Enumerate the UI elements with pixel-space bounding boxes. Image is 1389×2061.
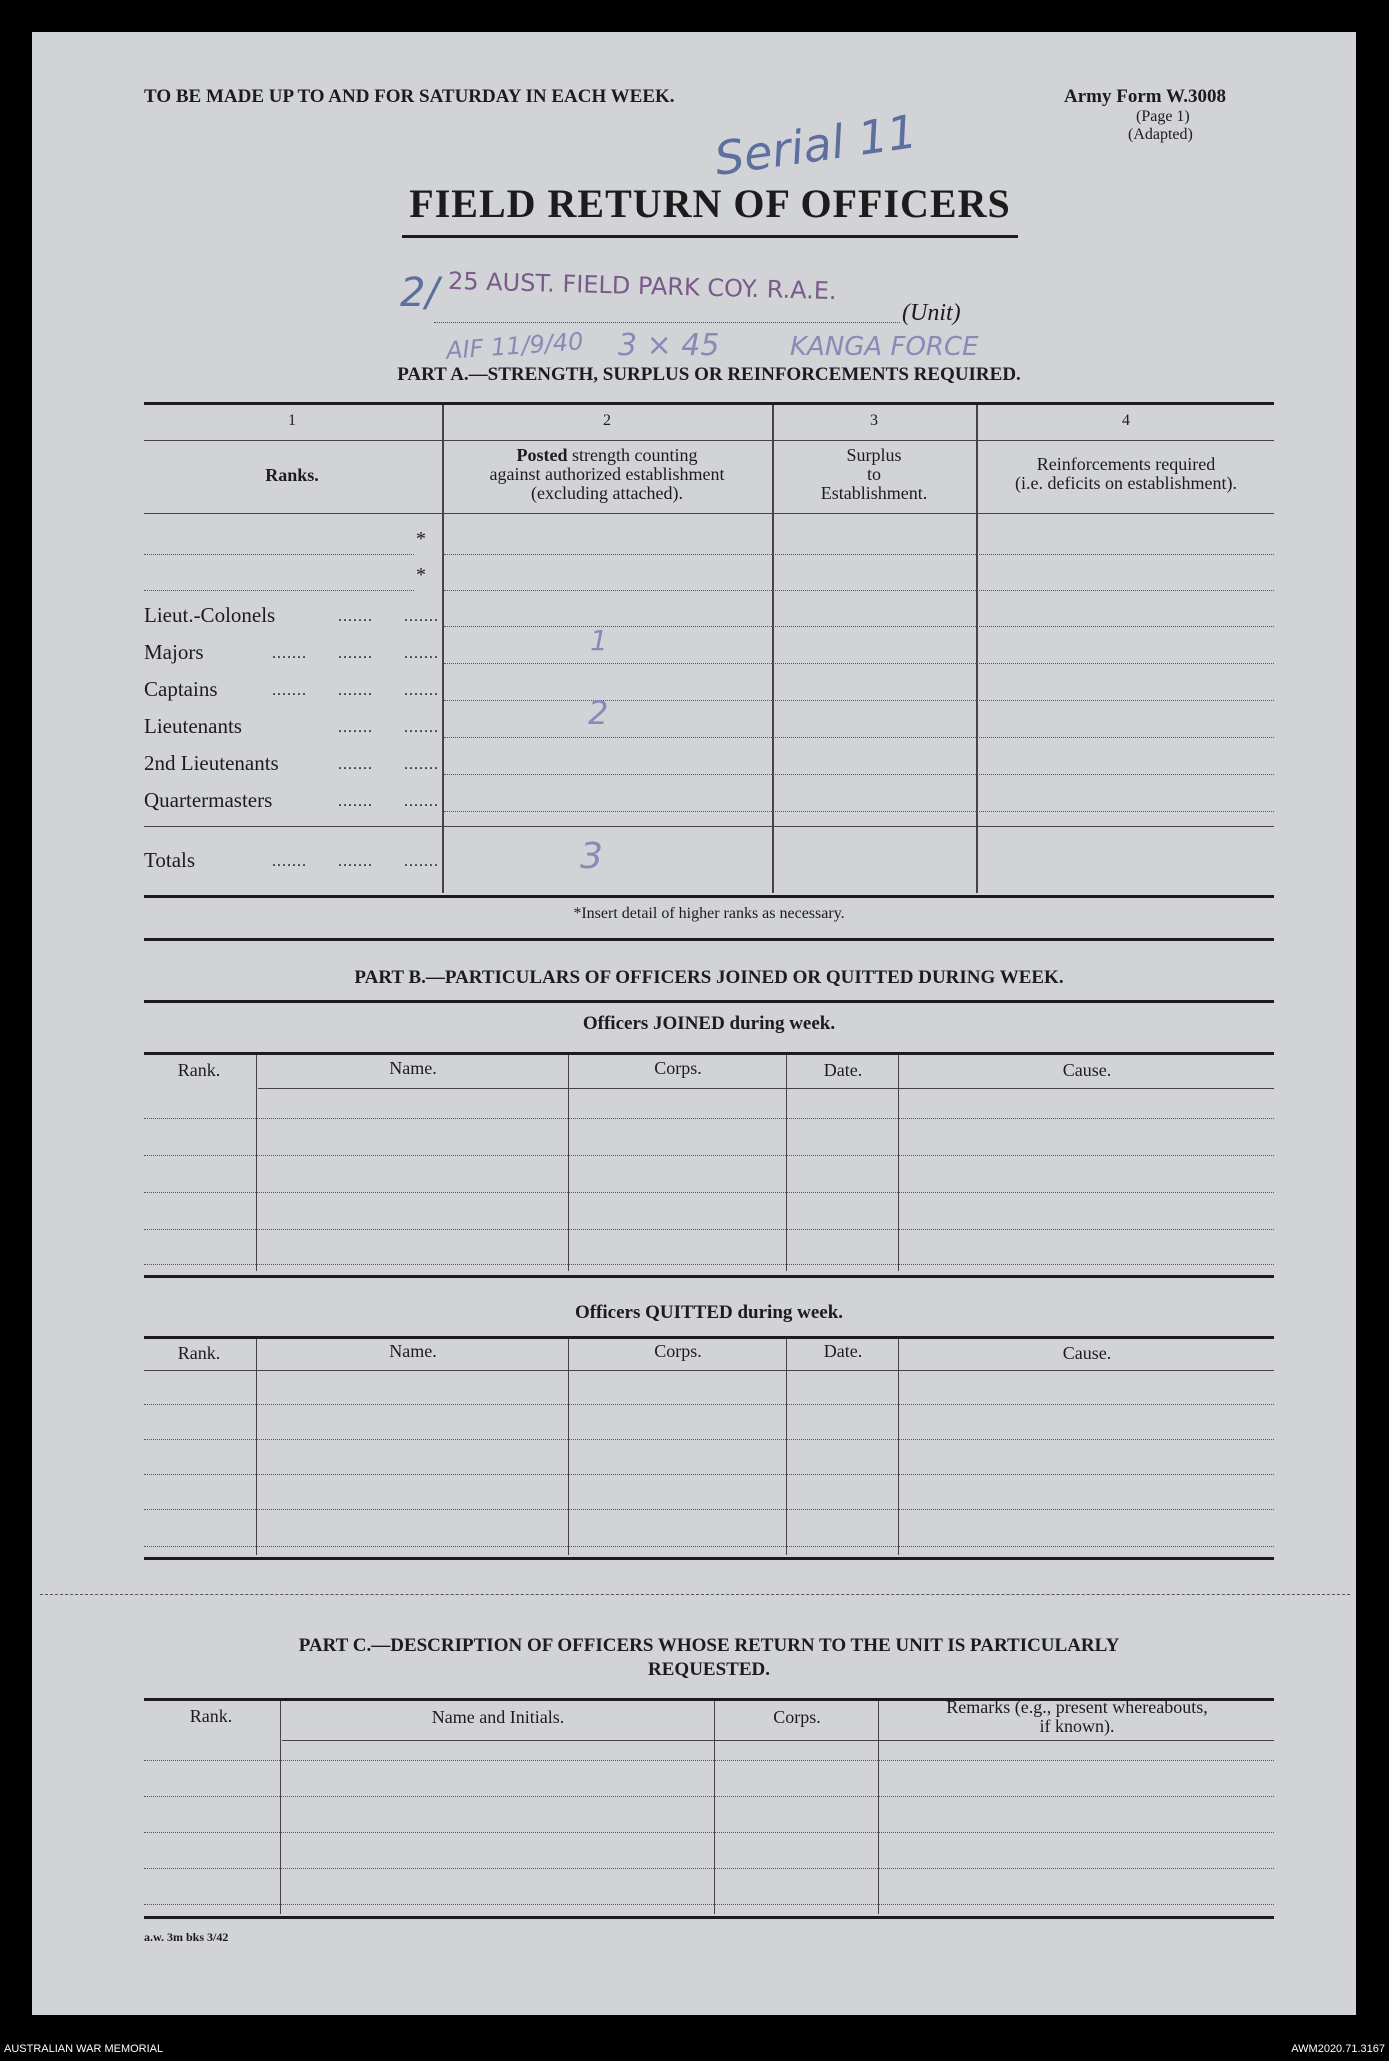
leader-dots: ....... — [338, 682, 373, 699]
part-c-row-line — [144, 1868, 1274, 1869]
form-page-number: (Page 1) — [1136, 108, 1190, 125]
instruction-text: TO BE MADE UP TO AND FOR SATURDAY IN EACH WEEK. — [144, 86, 675, 107]
part-c-divider — [878, 1701, 879, 1914]
part-c-row-line — [144, 1760, 1274, 1761]
col-surplus-header — [774, 446, 974, 503]
number-row-rule — [144, 440, 1274, 441]
row-line — [444, 663, 1274, 664]
rank-label: Quartermasters — [144, 788, 273, 812]
joined-divider — [568, 1055, 569, 1271]
totals-top-rule — [144, 826, 1274, 827]
perforation-line — [40, 1594, 1350, 1595]
part-c-header-rule — [282, 1740, 1274, 1741]
rank-label: 2nd Lieutenants — [144, 751, 279, 775]
unit-prefix: 2/ — [400, 270, 439, 316]
archive-name: AUSTRALIAN WAR MEMORIAL — [4, 2043, 164, 2055]
part-a-title: PART A.—STRENGTH, SURPLUS OR REINFORCEMENTS REQUIRED. — [397, 364, 1021, 385]
leader-dots: ....... — [272, 645, 307, 662]
leader-dots: ....... — [404, 719, 439, 736]
col-divider-3 — [976, 405, 978, 893]
asterisk-2: * — [416, 564, 426, 586]
joined-col-corps: Corps. — [654, 1058, 702, 1078]
quitted-row-line — [144, 1439, 1274, 1440]
leader-dots: ....... — [338, 719, 373, 736]
archive-id: AWM2020.71.3167 — [1291, 2043, 1385, 2055]
col-posted-header — [444, 446, 770, 503]
leader-dots: ....... — [404, 853, 439, 870]
rank-label: Captains — [144, 677, 218, 701]
remarks-line2: if known). — [1039, 1716, 1115, 1736]
joined-col-rank: Rank. — [177, 1060, 221, 1080]
part-b-top-rule — [144, 1000, 1274, 1003]
blank-rank-line-1 — [144, 554, 414, 555]
joined-divider — [256, 1055, 257, 1271]
joined-divider — [898, 1055, 899, 1271]
leader-dots: ....... — [338, 756, 373, 773]
part-c-title-line1: PART C.—DESCRIPTION OF OFFICERS WHOSE RETURN TO THE UNIT IS PARTICULARLY — [298, 1635, 1120, 1656]
unit-stamp: 25 AUST. FIELD PARK COY. R.A.E. — [447, 266, 837, 306]
joined-bottom-rule — [144, 1275, 1274, 1278]
col-ranks-header: Ranks. — [265, 465, 319, 485]
part-c-row-line — [144, 1796, 1274, 1797]
quitted-row-line — [144, 1474, 1274, 1475]
remarks-line1: Remarks (e.g., present whereabouts, — [946, 1697, 1208, 1717]
totals-label: Totals — [144, 848, 196, 872]
row-line — [444, 700, 1274, 701]
quitted-title: Officers QUITTED during week. — [574, 1302, 844, 1323]
posted-value: 1 — [590, 624, 608, 657]
col-number-4: 4 — [1122, 412, 1130, 429]
leader-dots: ....... — [338, 793, 373, 810]
leader-dots: ....... — [272, 682, 307, 699]
quitted-divider — [898, 1339, 899, 1555]
row-line — [444, 626, 1274, 627]
quitted-col-corps: Corps. — [654, 1341, 702, 1361]
quitted-col-rank: Rank. — [177, 1343, 221, 1363]
part-c-title-line2: REQUESTED. — [648, 1659, 770, 1680]
part-c-divider — [280, 1701, 281, 1914]
part-c-col-rank: Rank. — [189, 1706, 233, 1726]
form-number: Army Form W.3008 — [1064, 86, 1227, 107]
blank-rank-line-2 — [144, 590, 414, 591]
unit-label: (Unit) — [902, 300, 961, 326]
leader-dots: ....... — [272, 853, 307, 870]
part-a-bottom-rule — [144, 895, 1274, 898]
col-divider-1 — [442, 405, 444, 893]
quitted-header-rule — [144, 1370, 1274, 1371]
joined-row-line — [144, 1264, 1274, 1265]
joined-title: Officers JOINED during week. — [582, 1013, 836, 1034]
pencil-count: 3 × 45 — [618, 328, 720, 363]
joined-row-line — [144, 1229, 1274, 1230]
col-reinforcements-header — [978, 455, 1274, 493]
quitted-divider — [568, 1339, 569, 1555]
quitted-divider — [786, 1339, 787, 1555]
row-line — [444, 590, 1274, 591]
quitted-col-name: Name. — [389, 1341, 437, 1361]
part-a-top-rule — [144, 402, 1274, 405]
posted-line2: against authorized establishment — [489, 464, 725, 484]
unit-line — [434, 322, 900, 323]
row-line — [444, 737, 1274, 738]
asterisk-1: * — [416, 528, 426, 550]
part-c-col-corps: Corps. — [773, 1707, 821, 1727]
row-line — [444, 811, 1274, 812]
leader-dots: ....... — [338, 608, 373, 625]
leader-dots: ....... — [404, 793, 439, 810]
joined-top-rule — [144, 1052, 1274, 1055]
part-c-divider — [714, 1701, 715, 1914]
posted-line3: (excluding attached). — [531, 483, 683, 503]
joined-row-line — [144, 1192, 1274, 1193]
rank-label: Majors — [144, 640, 204, 664]
quitted-bottom-rule — [144, 1557, 1274, 1560]
form-adapted: (Adapted) — [1128, 126, 1193, 143]
surplus-line1: Surplus — [846, 445, 902, 465]
posted-bold: Posted — [516, 445, 568, 465]
part-c-row-line — [144, 1832, 1274, 1833]
handwritten-serial: Serial 11 — [711, 104, 921, 186]
form-title: FIELD RETURN OF OFFICERS — [409, 181, 1011, 226]
reinf-line1: Reinforcements required — [1036, 454, 1216, 474]
part-c-col-remarks — [880, 1698, 1274, 1736]
posted-rest: strength counting — [572, 445, 698, 465]
part-b-title: PART B.—PARTICULARS OF OFFICERS JOINED OR QUITTED DURING WEEK. — [354, 967, 1064, 988]
part-a-footnote: *Insert detail of higher ranks as necessary. — [573, 905, 845, 922]
posted-value: 2 — [588, 694, 609, 732]
col-number-2: 2 — [603, 412, 611, 429]
joined-col-name: Name. — [389, 1058, 437, 1078]
surplus-line3: Establishment. — [820, 483, 928, 503]
quitted-col-date: Date. — [823, 1341, 863, 1361]
rank-label: Lieutenants — [144, 714, 242, 738]
joined-header-rule — [258, 1088, 1274, 1089]
joined-row-line — [144, 1118, 1274, 1119]
col-divider-2 — [772, 405, 774, 893]
col-number-1: 1 — [288, 412, 296, 429]
part-c-title — [144, 1634, 1274, 1682]
quitted-top-rule — [144, 1336, 1274, 1339]
row-line — [444, 554, 1274, 555]
leader-dots: ....... — [404, 608, 439, 625]
joined-divider — [786, 1055, 787, 1271]
print-code: a.w. 3m bks 3/42 — [144, 1930, 229, 1944]
col-number-3: 3 — [870, 412, 878, 429]
quitted-row-line — [144, 1404, 1274, 1405]
title-underline — [402, 235, 1018, 238]
row-line — [444, 774, 1274, 775]
joined-col-cause: Cause. — [1062, 1060, 1112, 1080]
leader-dots: ....... — [338, 645, 373, 662]
leader-dots: ....... — [404, 682, 439, 699]
part-a-close-rule — [144, 938, 1274, 941]
quitted-row-line — [144, 1509, 1274, 1510]
pencil-date: AIF 11/9/40 — [445, 327, 585, 365]
joined-row-line — [144, 1155, 1274, 1156]
quitted-divider — [256, 1339, 257, 1555]
leader-dots: ....... — [404, 645, 439, 662]
part-c-col-name: Name and Initials. — [431, 1707, 565, 1727]
part-c-row-line — [144, 1904, 1274, 1905]
joined-col-date: Date. — [823, 1060, 863, 1080]
header-bottom-rule — [144, 513, 1274, 514]
pencil-force: KANGA FORCE — [790, 332, 979, 362]
quitted-col-cause: Cause. — [1062, 1343, 1112, 1363]
rank-label: Lieut.-Colonels — [144, 603, 276, 627]
quitted-row-line — [144, 1546, 1274, 1547]
leader-dots: ....... — [338, 853, 373, 870]
surplus-line2: to — [866, 464, 881, 484]
leader-dots: ....... — [404, 756, 439, 773]
totals-value: 3 — [580, 836, 603, 877]
reinf-line2: (i.e. deficits on establishment). — [1015, 473, 1237, 493]
part-c-bottom-rule — [144, 1916, 1274, 1919]
